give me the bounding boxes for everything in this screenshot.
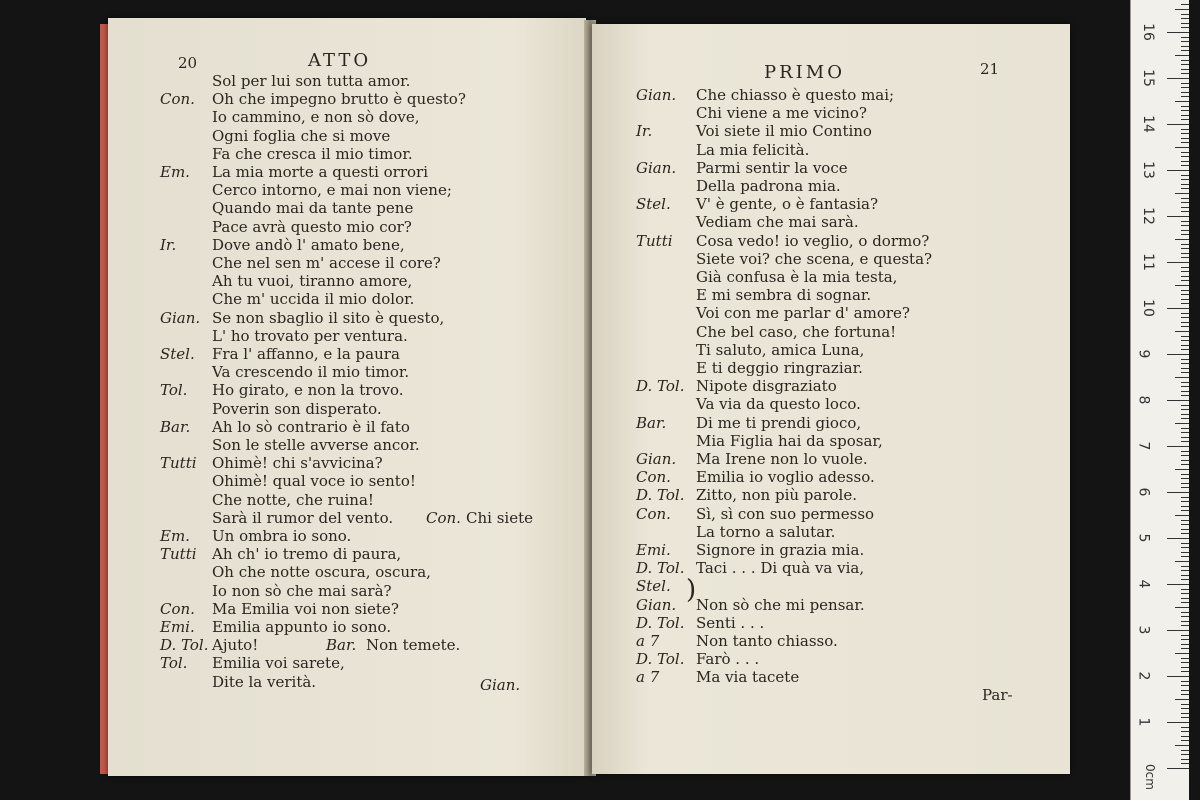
ruler-tick (1181, 142, 1189, 143)
right-page (592, 24, 1070, 774)
verse-line: Che bel caso, che fortuna! (696, 322, 897, 341)
ruler-tick (1181, 681, 1189, 682)
verse-line: Zitto, non più parole. (696, 486, 857, 505)
verse-line: Taci . . . Di quà va via, (696, 559, 865, 578)
ruler-tick (1181, 529, 1189, 530)
ruler-tick (1181, 165, 1189, 166)
verse-line: Son le stelle avverse ancor. (212, 436, 420, 454)
ruler-tick (1167, 630, 1189, 631)
ruler-tick (1181, 763, 1189, 764)
ruler-tick (1167, 446, 1189, 447)
ruler-tick (1167, 170, 1189, 171)
verse-line: Dove andò l' amato bene, (212, 235, 405, 254)
ruler-tick (1181, 441, 1189, 442)
ruler-tick (1181, 359, 1189, 360)
ruler-tick (1181, 83, 1189, 84)
verse-line: Ah ch' io tremo di paura, (212, 545, 402, 564)
ruler-tick (1167, 768, 1189, 769)
ruler-tick (1181, 46, 1189, 47)
speaker-label: Tol. (160, 654, 188, 673)
speaker-label: Emi. (160, 618, 195, 636)
speaker-label: Em. (160, 527, 190, 545)
ruler-number: 5 (1135, 533, 1152, 543)
verse-line: Non temete. (366, 636, 461, 655)
ruler-tick (1181, 685, 1189, 686)
speaker-label: D. Tol. (636, 377, 685, 396)
verse-line: Sì, sì con suo permesso (696, 504, 875, 523)
verse-line: Che m' uccida il mio dolor. (212, 290, 415, 309)
ruler-tick (1181, 727, 1189, 728)
ruler-tick (1181, 129, 1189, 130)
ruler-tick (1181, 188, 1189, 189)
speaker-label: Tutti (160, 545, 197, 564)
ruler-tick (1181, 138, 1189, 139)
ruler-tick (1181, 290, 1189, 291)
brace-bracket: ) (686, 575, 697, 606)
verse-line: Cosa vedo! io veglio, o dormo? (696, 231, 930, 250)
verse-line: Io non sò che mai sarà? (212, 581, 392, 600)
ruler-number: 12 (1139, 207, 1156, 225)
ruler-tick (1181, 303, 1189, 304)
ruler-tick (1181, 432, 1189, 433)
speaker-label: Ir. (160, 235, 177, 254)
ruler-tick (1181, 667, 1189, 668)
verse-line: Di me ti prendi gioco, (696, 413, 862, 432)
ruler-number: 16 (1139, 23, 1156, 41)
verse-line: Non tanto chiasso. (696, 632, 838, 650)
ruler-tick (1181, 570, 1189, 571)
speaker-label: Con. (636, 504, 671, 523)
speaker-label: D. Tol. (636, 613, 685, 632)
ruler-tick (1181, 119, 1189, 120)
ruler-tick (1175, 607, 1189, 608)
ruler-tick (1181, 202, 1189, 203)
ruler-tick (1181, 382, 1189, 383)
verse-line: Io cammino, e non sò dove, (212, 108, 420, 127)
ruler-tick (1175, 285, 1189, 286)
ruler-tick (1175, 515, 1189, 516)
verse-line: Siete voi? che scena, e questa? (696, 249, 933, 268)
verse-line: Della padrona mia. (696, 177, 841, 195)
ruler-tick (1175, 745, 1189, 746)
verse-line: Fa che cresca il mio timor. (212, 144, 413, 163)
speaker-label: Con. (160, 90, 195, 109)
ruler-tick (1167, 676, 1189, 677)
ruler-tick (1181, 4, 1189, 5)
verse-line: Emilia voi sarete, (212, 654, 345, 673)
verse-line: Emilia io voglio adesso. (696, 468, 875, 487)
ruler-tick (1175, 147, 1189, 148)
ruler-tick (1181, 713, 1189, 714)
ruler-tick (1181, 460, 1189, 461)
ruler-tick (1181, 395, 1189, 396)
ruler-tick (1167, 216, 1189, 217)
verse-line: Ajuto! (212, 636, 259, 655)
ruler-tick (1181, 708, 1189, 709)
ruler-number: 13 (1139, 161, 1156, 179)
ruler-tick (1181, 368, 1189, 369)
ruler-tick (1175, 193, 1189, 194)
verse-line: Cerco intorno, e mai non viene; (212, 181, 452, 200)
ruler-tick (1181, 244, 1189, 245)
ruler-tick (1167, 78, 1189, 79)
verse-line: Un ombra io sono. (212, 527, 352, 545)
speaker-label: Emi. (636, 541, 671, 559)
measurement-ruler (1130, 0, 1189, 800)
ruler-tick (1181, 73, 1189, 74)
ruler-tick (1181, 589, 1189, 590)
verse-line: Ah tu vuoi, tiranno amore, (212, 272, 413, 291)
page-number-right: 21 (980, 60, 1000, 78)
ruler-tick (1181, 363, 1189, 364)
verse-line: Fra l' affanno, e la paura (212, 345, 400, 363)
ruler-tick (1181, 14, 1189, 15)
ruler-tick (1181, 340, 1189, 341)
verse-line: Oh che impegno brutto è questo? (212, 90, 466, 109)
ruler-tick (1181, 658, 1189, 659)
verse-line: Signore in grazia mia. (696, 541, 865, 559)
verse-line: Farò . . . (696, 650, 760, 669)
verse-line: Che chiasso è questo mai; (696, 86, 895, 104)
speaker-label: Gian. (636, 595, 677, 614)
verse-line: Ti saluto, amica Luna, (696, 340, 865, 359)
verse-line: V' è gente, o è fantasia? (696, 195, 878, 214)
ruler-tick (1181, 248, 1189, 249)
ruler-number: 15 (1139, 69, 1156, 87)
ruler-tick (1181, 267, 1189, 268)
ruler-tick (1167, 124, 1189, 125)
ruler-tick (1181, 543, 1189, 544)
speaker-label: D. Tol. (636, 650, 685, 669)
ruler-tick (1181, 616, 1189, 617)
verse-line: Vediam che mai sarà. (696, 213, 859, 232)
ruler-tick (1181, 717, 1189, 718)
verse-line: Voi con me parlar d' amore? (696, 304, 910, 323)
page-edge-red (100, 24, 108, 774)
verse-line: Parmi sentir la voce (696, 158, 848, 177)
ruler-tick (1181, 50, 1189, 51)
ruler-number: 10 (1139, 299, 1156, 317)
page-header-left: ATTO (308, 50, 372, 71)
ruler-tick (1181, 313, 1189, 314)
ruler-tick (1181, 428, 1189, 429)
verse-line: L' ho trovato per ventura. (212, 326, 408, 345)
ruler-tick (1181, 234, 1189, 235)
verse-line: Che notte, che ruina! (212, 490, 374, 509)
ruler-tick (1181, 759, 1189, 760)
ruler-tick (1181, 418, 1189, 419)
ruler-tick (1181, 211, 1189, 212)
ruler-tick (1181, 179, 1189, 180)
ruler-tick (1181, 271, 1189, 272)
ruler-tick (1181, 386, 1189, 387)
ruler-tick (1181, 474, 1189, 475)
ruler-tick (1181, 225, 1189, 226)
ruler-tick (1181, 556, 1189, 557)
ruler-tick (1181, 740, 1189, 741)
verse-line: La mia morte a questi orrori (212, 163, 429, 181)
ruler-number: 3 (1135, 625, 1152, 635)
speaker-label: Ir. (636, 122, 653, 141)
speaker-label: Bar. (160, 417, 191, 436)
verse-line: Va crescendo il mio timor. (212, 363, 410, 382)
ruler-tick (1175, 653, 1189, 654)
ruler-tick (1181, 156, 1189, 157)
verse-line: Poverin son disperato. (212, 399, 382, 418)
ruler-tick (1181, 349, 1189, 350)
verse-line: Nipote disgraziato (696, 377, 837, 396)
verse-line: Ogni foglia che si move (212, 126, 391, 145)
ruler-tick (1181, 115, 1189, 116)
ruler-tick (1181, 372, 1189, 373)
verse-line: Pace avrà questo mio cor? (212, 217, 412, 236)
ruler-tick (1175, 331, 1189, 332)
speaker-label: Gian. (160, 308, 201, 327)
verse-line: Non sò che mi pensar. (696, 595, 865, 614)
ruler-tick (1181, 27, 1189, 28)
ruler-tick (1181, 326, 1189, 327)
ruler-tick (1181, 221, 1189, 222)
verse-line: Emilia appunto io sono. (212, 618, 392, 636)
verse-line: Ma via tacete (696, 668, 800, 687)
ruler-tick (1181, 198, 1189, 199)
ruler-tick (1175, 423, 1189, 424)
ruler-tick (1181, 506, 1189, 507)
speaker-label: Con. (426, 508, 461, 527)
ruler-tick (1167, 538, 1189, 539)
ruler-tick (1181, 87, 1189, 88)
ruler-tick (1181, 487, 1189, 488)
verse-line: Già confusa è la mia testa, (696, 268, 898, 286)
verse-line: Che nel sen m' accese il core? (212, 254, 441, 272)
verse-line: E ti deggio ringraziar. (696, 359, 863, 377)
ruler-tick (1181, 322, 1189, 323)
ruler-tick (1181, 409, 1189, 410)
ruler-tick (1175, 469, 1189, 470)
ruler-tick (1181, 671, 1189, 672)
ruler-number: 7 (1135, 441, 1152, 451)
verse-line: Oh che notte oscura, oscura, (212, 563, 431, 582)
verse-line: Chi viene a me vicino? (696, 104, 867, 123)
ruler-tick (1181, 451, 1189, 452)
ruler-tick (1175, 561, 1189, 562)
ruler-tick (1181, 662, 1189, 663)
ruler-tick (1181, 602, 1189, 603)
ruler-tick (1181, 391, 1189, 392)
ruler-tick (1181, 69, 1189, 70)
speaker-label: Em. (160, 163, 190, 181)
speaker-label: Con. (636, 468, 671, 487)
ruler-tick (1181, 754, 1189, 755)
ruler-tick (1181, 60, 1189, 61)
ruler-tick (1181, 690, 1189, 691)
ruler-tick (1181, 483, 1189, 484)
ruler-tick (1181, 736, 1189, 737)
verse-line: Ohimè! qual voce io sento! (212, 472, 416, 491)
ruler-tick (1181, 96, 1189, 97)
ruler-tick (1175, 101, 1189, 102)
ruler-tick (1181, 625, 1189, 626)
ruler-tick (1181, 175, 1189, 176)
ruler-tick (1181, 750, 1189, 751)
ruler-tick (1181, 455, 1189, 456)
ruler-tick (1181, 621, 1189, 622)
ruler-tick (1181, 37, 1189, 38)
ruler-tick (1181, 524, 1189, 525)
verse-line: Ma Irene non lo vuole. (696, 450, 868, 468)
ruler-tick (1181, 161, 1189, 162)
speaker-label: Stel. (160, 345, 195, 363)
speaker-label: Stel. (636, 577, 671, 596)
ruler-tick (1175, 377, 1189, 378)
ruler-tick (1181, 533, 1189, 534)
ruler-tick (1175, 699, 1189, 700)
ruler-tick (1167, 722, 1189, 723)
ruler-tick (1181, 317, 1189, 318)
ruler-tick (1181, 478, 1189, 479)
speaker-label: D. Tol. (636, 486, 685, 505)
ruler-tick (1167, 492, 1189, 493)
ruler-tick (1167, 32, 1189, 33)
speaker-label: Gian. (636, 86, 677, 104)
speaker-label: a 7 (636, 668, 660, 687)
verse-line: Ohimè! chi s'avvicina? (212, 454, 383, 473)
ruler-tick (1181, 280, 1189, 281)
ruler-tick (1175, 9, 1189, 10)
ruler-tick (1181, 257, 1189, 258)
verse-line: Dite la verità. (212, 672, 317, 691)
ruler-tick (1181, 207, 1189, 208)
ruler-tick (1175, 55, 1189, 56)
ruler-tick (1181, 520, 1189, 521)
ruler-tick (1181, 405, 1189, 406)
ruler-number: 9 (1135, 349, 1152, 359)
speaker-label: Bar. (326, 636, 357, 655)
ruler-tick (1181, 253, 1189, 254)
speaker-label: Stel. (636, 195, 671, 214)
ruler-tick (1167, 354, 1189, 355)
ruler-tick (1181, 598, 1189, 599)
verse-line: E mi sembra di sognar. (696, 286, 872, 305)
speaker-label: Gian. (636, 158, 677, 177)
left-page (108, 18, 586, 776)
ruler-tick (1181, 23, 1189, 24)
speaker-label: Gian. (636, 450, 677, 468)
ruler-tick (1181, 510, 1189, 511)
ruler-unit-label: 0cm (1142, 764, 1157, 790)
ruler-tick (1181, 133, 1189, 134)
verse-line: Ah lo sò contrario è il fato (212, 417, 410, 436)
ruler-tick (1181, 437, 1189, 438)
verse-line: Ma Emilia voi non siete? (212, 599, 399, 618)
verse-line: Senti . . . (696, 613, 765, 632)
verse-line: Va via da questo loco. (696, 395, 861, 414)
ruler-number: 11 (1139, 253, 1156, 271)
ruler-tick (1181, 299, 1189, 300)
ruler-tick (1181, 336, 1189, 337)
verse-line: Sarà il rumor del vento. (212, 508, 394, 527)
ruler-tick (1181, 414, 1189, 415)
ruler-number: 1 (1135, 717, 1152, 727)
ruler-tick (1181, 464, 1189, 465)
speaker-label: D. Tol. (160, 636, 209, 655)
verse-line: Se non sbaglio il sito è questo, (212, 308, 445, 327)
ruler-tick (1181, 579, 1189, 580)
speaker-label: D. Tol. (636, 559, 685, 578)
verse-line: Mia Figlia hai da sposar, (696, 431, 883, 450)
ruler-tick (1181, 566, 1189, 567)
verse-line: Chi siete (466, 508, 533, 527)
ruler-tick (1181, 64, 1189, 65)
speaker-label: Tol. (160, 381, 188, 400)
catchword-right: Par- (982, 686, 1013, 704)
ruler-tick (1181, 18, 1189, 19)
speaker-label: Con. (160, 599, 195, 618)
ruler-tick (1167, 308, 1189, 309)
page-header-right: PRIMO (764, 62, 845, 83)
ruler-tick (1181, 497, 1189, 498)
ruler-number: 2 (1135, 671, 1152, 681)
ruler-tick (1175, 239, 1189, 240)
verse-line: Ho girato, e non la trovo. (212, 381, 404, 400)
ruler-tick (1181, 644, 1189, 645)
ruler-tick (1181, 648, 1189, 649)
ruler-tick (1181, 593, 1189, 594)
speaker-label: a 7 (636, 632, 660, 650)
ruler-tick (1181, 110, 1189, 111)
ruler-tick (1167, 400, 1189, 401)
ruler-tick (1181, 106, 1189, 107)
speaker-label: Tutti (636, 231, 673, 250)
ruler-tick (1181, 635, 1189, 636)
verse-line: Voi siete il mio Contino (696, 122, 872, 141)
ruler-tick (1181, 612, 1189, 613)
ruler-number: 14 (1139, 115, 1156, 133)
verse-line: Quando mai da tante pene (212, 199, 414, 218)
ruler-tick (1181, 694, 1189, 695)
ruler-tick (1181, 184, 1189, 185)
ruler-tick (1181, 41, 1189, 42)
ruler-tick (1181, 92, 1189, 93)
ruler-tick (1181, 547, 1189, 548)
verse-line: Sol per lui son tutta amor. (212, 72, 411, 90)
ruler-number: 8 (1135, 395, 1152, 405)
ruler-tick (1167, 584, 1189, 585)
speaker-label: Bar. (636, 413, 667, 432)
ruler-tick (1181, 230, 1189, 231)
ruler-tick (1181, 704, 1189, 705)
ruler-number: 6 (1135, 487, 1152, 497)
verse-line: La torno a salutar. (696, 522, 836, 541)
ruler-tick (1181, 501, 1189, 502)
catchword-left: Gian. (480, 676, 521, 694)
ruler-tick (1181, 639, 1189, 640)
ruler-number: 4 (1135, 579, 1152, 589)
ruler-tick (1181, 552, 1189, 553)
ruler-tick (1181, 345, 1189, 346)
ruler-tick (1167, 262, 1189, 263)
ruler-tick (1181, 276, 1189, 277)
speaker-label: Tutti (160, 454, 197, 473)
ruler-tick (1181, 294, 1189, 295)
ruler-tick (1181, 731, 1189, 732)
page-number-left: 20 (178, 54, 198, 72)
ruler-tick (1181, 575, 1189, 576)
ruler-tick (1181, 152, 1189, 153)
verse-line: La mia felicità. (696, 140, 810, 159)
